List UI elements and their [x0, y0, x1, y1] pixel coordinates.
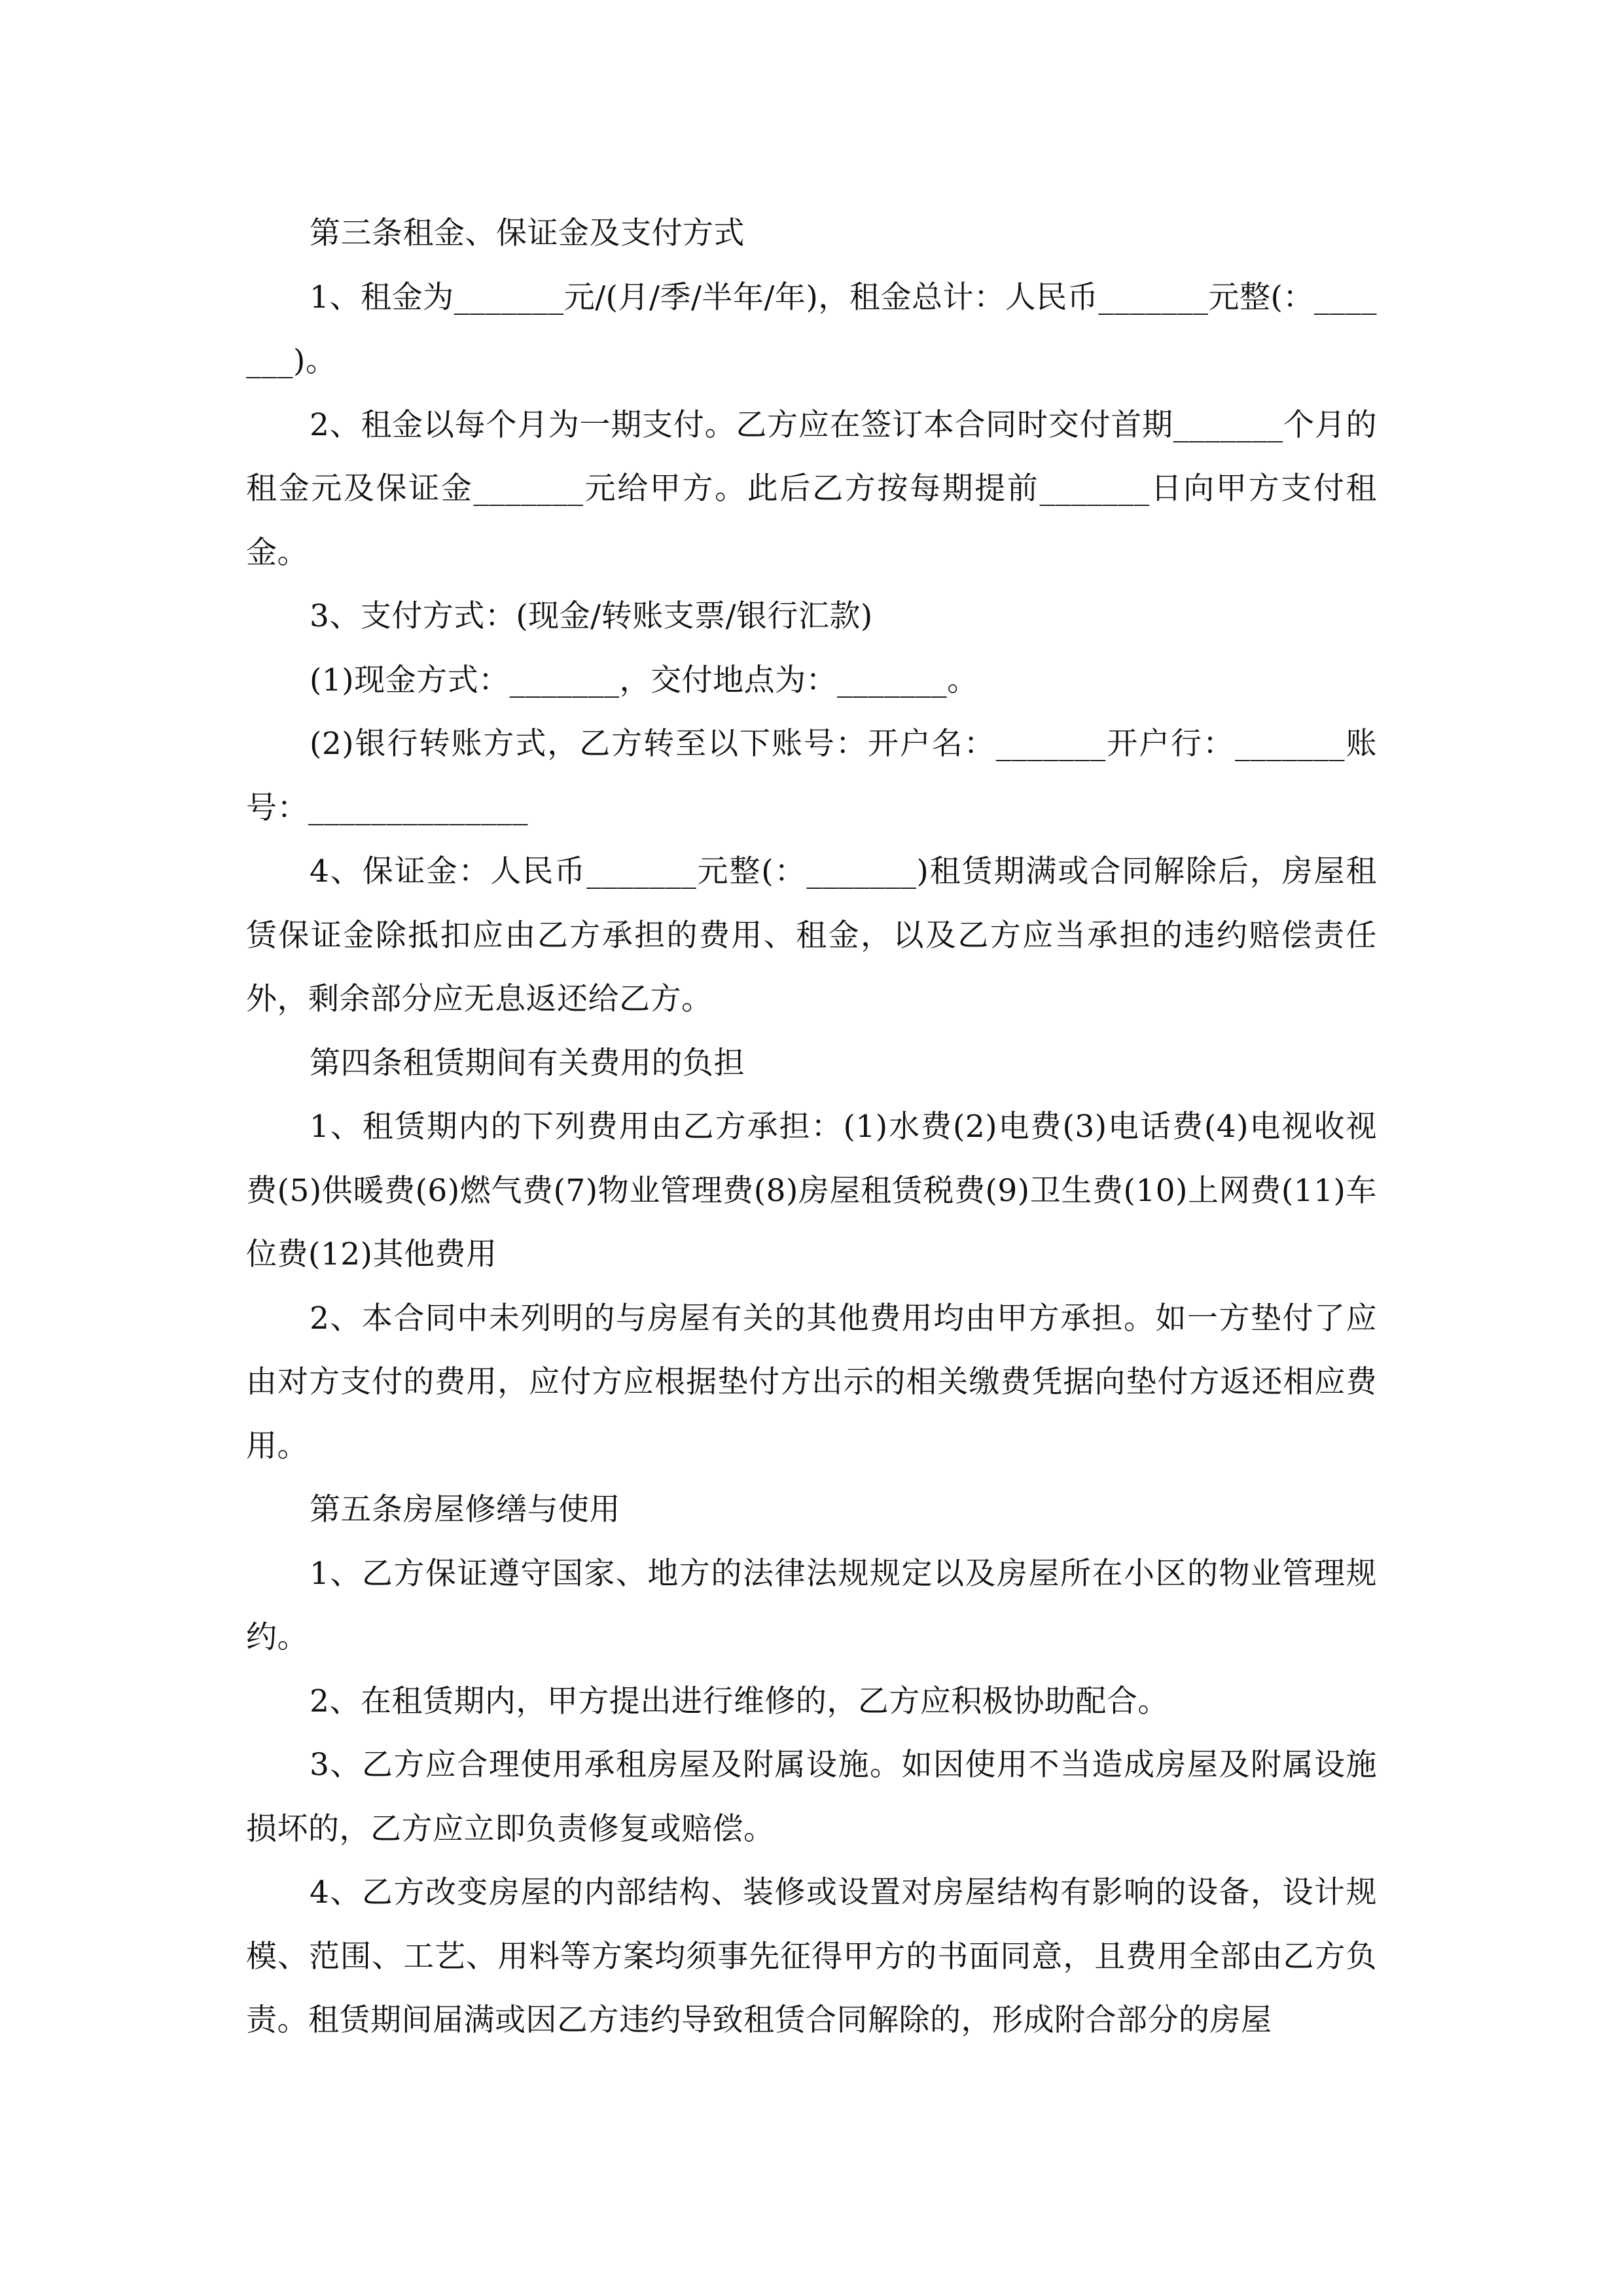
clause-3-4-deposit: 4、保证金：人民币_______元整(：_______)租赁期满或合同解除后，房屋租赁保证金除抵扣应由乙方承担的费用、租金，以及乙方应当承担的违约赔偿责任外，剩余部分应无息返还给乙方。	[246, 853, 1377, 1017]
clause-5-1-compliance: 1、乙方保证遵守国家、地方的法律法规规定以及房屋所在小区的物业管理规约。	[246, 1555, 1377, 1655]
clause-4-2-other-fees: 2、本合同中未列明的与房屋有关的其他费用均由甲方承担。如一方垫付了应由对方支付的费用，应付方应根据垫付方出示的相关缴费凭据向垫付方返还相应费用。	[246, 1300, 1377, 1464]
clause-5-2-maintenance: 2、在租赁期内，甲方提出进行维修的，乙方应积极协助配合。	[310, 1683, 1169, 1719]
clause-4-1-tenant-fees: 1、租赁期内的下列费用由乙方承担：(1)水费(2)电费(3)电话费(4)电视收视费(5)供暖费(6)燃气费(7)物业管理费(8)房屋租赁税费(9)卫生费(10)上网费(11)车位费(12)其他费用	[246, 1109, 1377, 1272]
section-5-heading: 第五条房屋修缮与使用	[310, 1492, 620, 1528]
document-body	[246, 202, 1377, 2053]
clause-3-1-rent-amount: 1、租金为_______元/(月/季/半年/年)，租金总计：人民币_______元整(：_______)。	[246, 279, 1377, 379]
section-3-heading: 第三条租金、保证金及支付方式	[310, 215, 745, 251]
section-4-heading: 第四条租赁期间有关费用的负担	[310, 1045, 745, 1081]
clause-5-4-alterations: 4、乙方改变房屋的内部结构、装修或设置对房屋结构有影响的设备，设计规模、范围、工艺、用料等方案均须事先征得甲方的书面同意，且费用全部由乙方负责。租赁期间届满或因乙方违约导致租赁合同解除的，形成附合部分的房屋	[246, 1874, 1377, 2038]
clause-5-3-proper-use: 3、乙方应合理使用承租房屋及附属设施。如因使用不当造成房屋及附属设施损坏的，乙方应立即负责修复或赔偿。	[246, 1747, 1377, 1847]
clause-3-3-2-bank-transfer: (2)银行转账方式，乙方转至以下账号：开户名：_______开户行：_______账号：______________	[246, 726, 1377, 826]
clause-3-3-1-cash: (1)现金方式：_______，交付地点为：_______。	[310, 662, 978, 698]
clause-3-3-payment-method: 3、支付方式：(现金/转账支票/银行汇款)	[310, 598, 873, 634]
clause-3-2-rent-schedule: 2、租金以每个月为一期支付。乙方应在签订本合同时交付首期_______个月的租金元及保证金_______元给甲方。此后乙方按每期提前_______日向甲方支付租金。	[246, 406, 1377, 571]
